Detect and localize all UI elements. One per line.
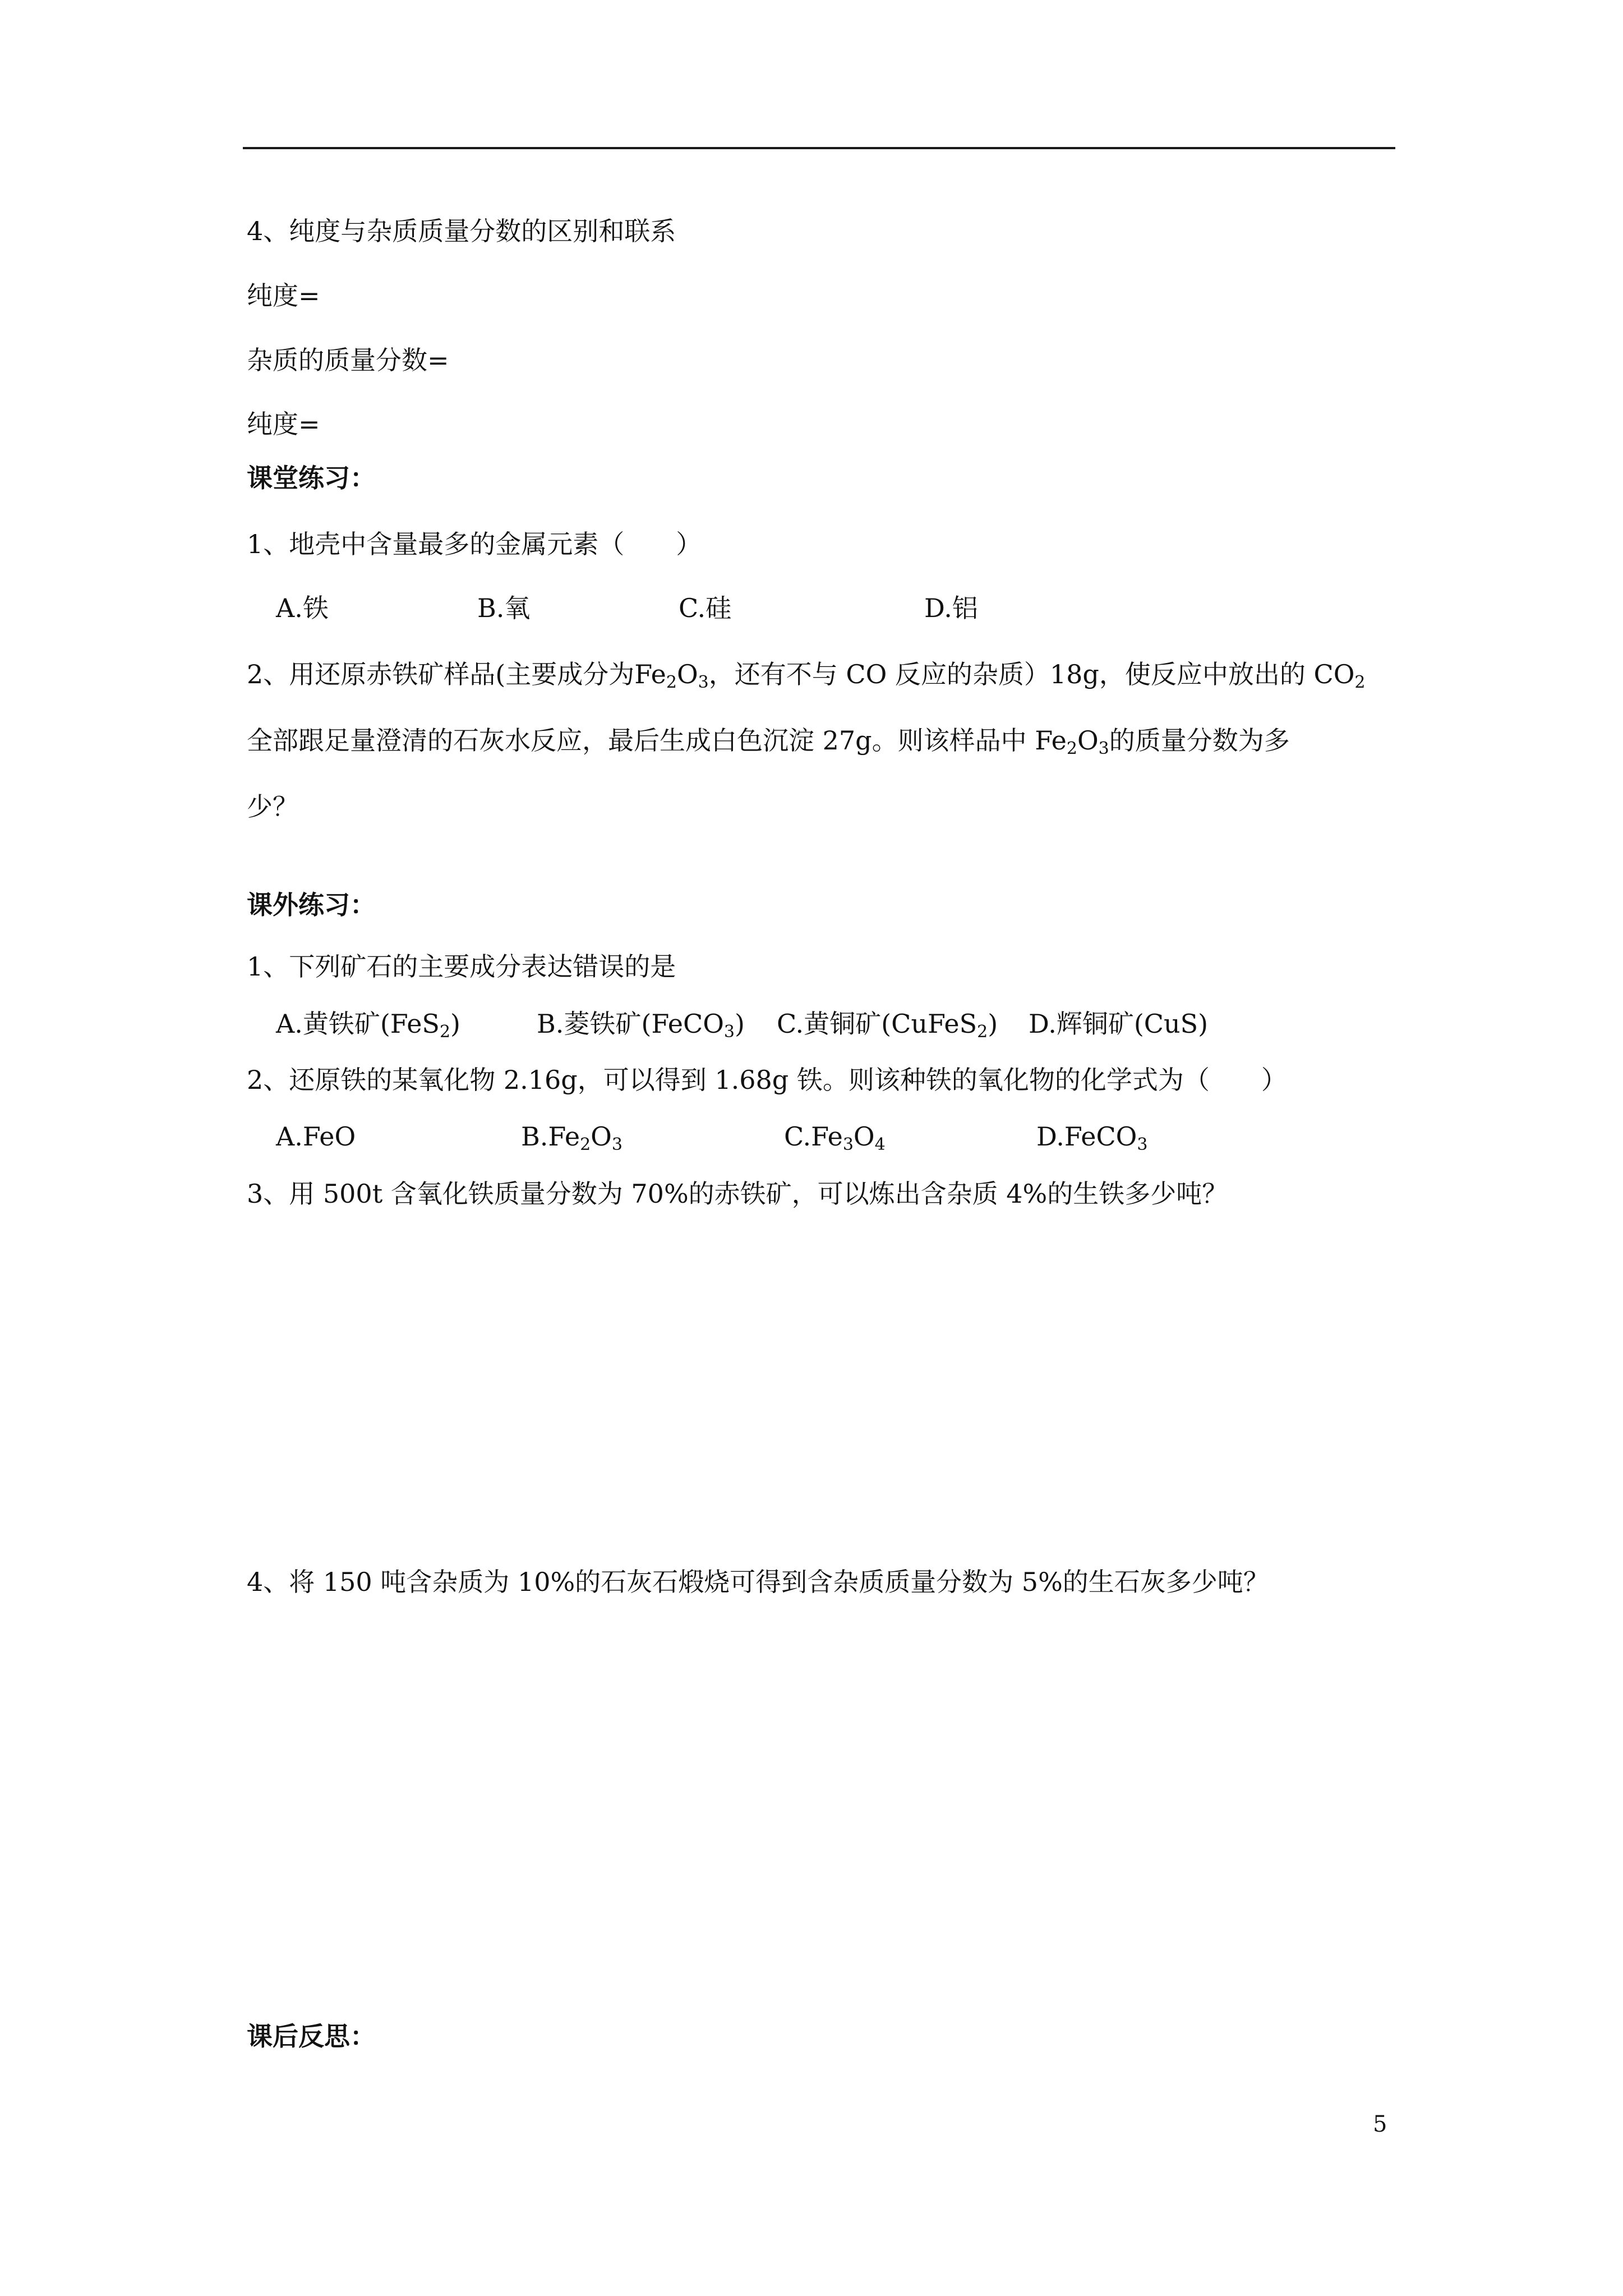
option-b: B.氧 [477, 593, 531, 623]
extra-q1: 1、下列矿石的主要成分表达错误的是 [247, 951, 676, 982]
classroom-q2-line2: 全部跟足量澄清的石灰水反应，最后生成白色沉淀 27g。则该样品中 $Fe_2O_3$的质量分数为多 [247, 725, 1290, 758]
classroom-exercise-heading: 课堂练习： [247, 463, 376, 493]
extra-q2: 2、还原铁的某氧化物 2.16g，可以得到 1.68g 铁。则该种铁的氧化物的化学式为（ ） [247, 1065, 1287, 1095]
option-d: D.FeCO$_3$ [1036, 1121, 1148, 1154]
extra-exercise-heading: 课外练习： [247, 890, 376, 920]
option-c: C.黄铜矿(CuFeS$_2$) [777, 1009, 998, 1042]
classroom-q2-line1: 2、用还原赤铁矿样品(主要成分为$Fe_2O_3$，还有不与 CO 反应的杂质）18g，使反应中放出的 $CO_2$ [247, 659, 1366, 692]
purity-formula-2: 纯度= [247, 409, 320, 439]
option-a: A.FeO [276, 1121, 356, 1152]
option-d: D.辉铜矿(CuS) [1029, 1009, 1209, 1039]
header-rule [243, 147, 1395, 149]
section4-heading: 4、纯度与杂质质量分数的区别和联系 [247, 216, 676, 246]
classroom-q1: 1、地壳中含量最多的金属元素（ ） [247, 529, 702, 559]
option-d: D.铝 [924, 593, 978, 623]
option-c: $C.Fe_3O_4$ [784, 1121, 886, 1154]
option-a: A.铁 [276, 593, 329, 623]
extra-q4: 4、将 150 吨含杂质为 10%的石灰石煅烧可得到含杂质质量分数为 5%的生石灰多少吨？ [247, 1567, 1269, 1597]
option-b: B.菱铁矿(FeCO$_3$) [537, 1009, 745, 1042]
reflection-heading: 课后反思： [247, 2021, 376, 2051]
option-b: $B.Fe_2O_3$ [521, 1121, 623, 1154]
page-number: 5 [1373, 2111, 1387, 2137]
purity-formula-1: 纯度= [247, 280, 320, 311]
impurity-fraction-formula: 杂质的质量分数= [247, 345, 449, 375]
option-a: A.黄铁矿(FeS$_2$) [276, 1009, 460, 1042]
extra-q3: 3、用 500t 含氧化铁质量分数为 70%的赤铁矿，可以炼出含杂质 4%的生铁多少吨？ [247, 1179, 1228, 1209]
option-c: C.硅 [679, 593, 732, 623]
classroom-q2-line3: 少？ [247, 792, 298, 822]
